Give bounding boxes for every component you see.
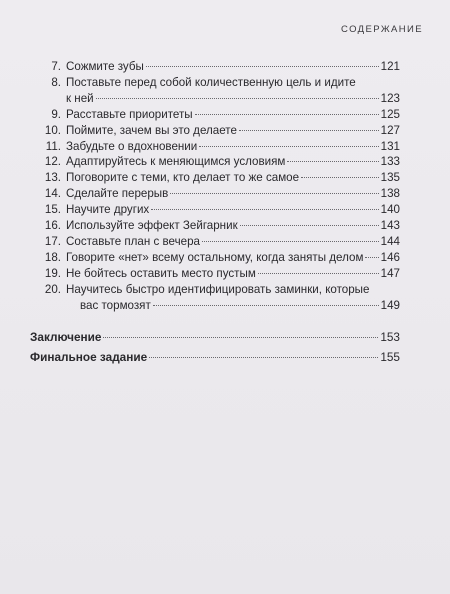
toc-entry-page: 127	[380, 123, 400, 137]
toc-entry-page: 138	[380, 187, 400, 201]
toc-entry-title: Научитесь быстро идентифицировать заминки, которые	[66, 282, 370, 296]
toc-entry	[30, 59, 400, 75]
toc-section	[30, 330, 400, 346]
dot-leader	[103, 337, 378, 338]
dot-leader	[199, 146, 378, 147]
toc-entry-continuation	[66, 298, 400, 314]
toc-entry-title: Адаптируйтесь к меняющимся условиям	[66, 155, 286, 169]
dot-leader	[96, 98, 379, 99]
toc-section-page: 155	[380, 350, 400, 365]
dot-leader	[239, 130, 379, 131]
toc-entry-number: 9.	[51, 107, 61, 121]
toc-entry-page: 131	[380, 139, 400, 153]
spacer	[30, 314, 400, 330]
toc-entry	[30, 75, 400, 107]
toc-section	[30, 350, 400, 366]
dot-leader	[153, 305, 379, 306]
toc-entry-number: 19.	[44, 266, 61, 280]
toc-entry-number: 20.	[44, 282, 61, 296]
toc-entry-title: Забудьте о вдохновении	[66, 139, 198, 153]
dot-leader	[151, 209, 378, 210]
toc-entry	[30, 170, 400, 186]
dot-leader	[287, 161, 378, 162]
toc-entry-page: 140	[380, 203, 400, 217]
toc-entry	[30, 266, 400, 282]
table-of-contents	[30, 59, 400, 366]
toc-entry-body	[66, 75, 400, 107]
dot-leader	[170, 193, 378, 194]
toc-entry-page: 147	[380, 266, 400, 280]
dot-leader	[149, 357, 378, 358]
toc-entry-body	[66, 282, 400, 314]
dot-leader	[195, 114, 379, 115]
toc-entry-number: 14.	[44, 187, 61, 201]
toc-entry-number: 13.	[44, 171, 61, 185]
toc-entry	[30, 282, 400, 314]
toc-entry-page: 149	[380, 298, 400, 312]
toc-section-title: Заключение	[30, 329, 102, 344]
toc-entry-page: 133	[380, 155, 400, 169]
toc-entry-number: 10.	[44, 123, 61, 137]
toc-entry	[30, 154, 400, 170]
toc-entry-title-continued: к ней	[66, 91, 94, 105]
toc-entry	[30, 202, 400, 218]
toc-entry-number: 12.	[44, 155, 61, 169]
toc-section-title: Финальное задание	[30, 350, 148, 365]
toc-entry-number: 15.	[44, 203, 61, 217]
toc-entry-title-continued: вас тормозят	[80, 298, 151, 312]
toc-entry-number: 17.	[44, 234, 61, 248]
toc-entry	[30, 139, 400, 155]
toc-entry-page: 135	[380, 171, 400, 185]
toc-entry-continuation	[66, 91, 400, 107]
toc-entry-page: 144	[380, 234, 400, 248]
toc-entry-number: 7.	[51, 60, 61, 73]
toc-entry-title: Используйте эффект Зейгарник	[66, 219, 238, 233]
toc-entry-title: Сделайте перерыв	[66, 187, 169, 201]
running-head: СОДЕРЖАНИЕ	[341, 24, 423, 35]
toc-entry-title: Научите других	[66, 203, 150, 217]
dot-leader	[258, 273, 379, 274]
dot-leader	[240, 225, 379, 226]
toc-entry-title: Поговорите с теми, кто делает то же самое	[66, 171, 300, 185]
toc-entry-page: 143	[380, 219, 400, 233]
toc-entry-page: 146	[380, 250, 400, 264]
toc-entry-title: Говорите «нет» всему остальному, когда заняты делом	[66, 250, 364, 264]
toc-entry	[30, 234, 400, 250]
toc-entry-title: Не бойтесь оставить место пустым	[66, 266, 256, 280]
toc-entry	[30, 107, 400, 123]
toc-entry	[30, 123, 400, 139]
toc-entry-page: 123	[380, 91, 400, 105]
toc-entry-number: 8.	[51, 75, 61, 89]
toc-entry-title: Поставьте перед собой количественную цель и идите	[66, 75, 356, 89]
toc-entry	[30, 186, 400, 202]
dot-leader	[365, 257, 378, 258]
toc-entry-number: 16.	[44, 219, 61, 233]
toc-entry-page: 121	[380, 60, 400, 73]
toc-entry-number: 18.	[44, 250, 61, 264]
toc-entry-number: 11.	[45, 139, 61, 153]
toc-entry-title: Сожмите зубы	[66, 60, 144, 73]
toc-section-page: 153	[380, 329, 400, 344]
dot-leader	[301, 177, 379, 178]
toc-entry-page: 125	[380, 107, 400, 121]
dot-leader	[202, 241, 379, 242]
toc-entry-title: Поймите, зачем вы это делаете	[66, 123, 237, 137]
toc-entry-title: Расставьте приоритеты	[66, 107, 193, 121]
toc-entry	[30, 250, 400, 266]
dot-leader	[146, 66, 379, 67]
toc-entry	[30, 218, 400, 234]
toc-entry-title: Составьте план с вечера	[66, 234, 200, 248]
